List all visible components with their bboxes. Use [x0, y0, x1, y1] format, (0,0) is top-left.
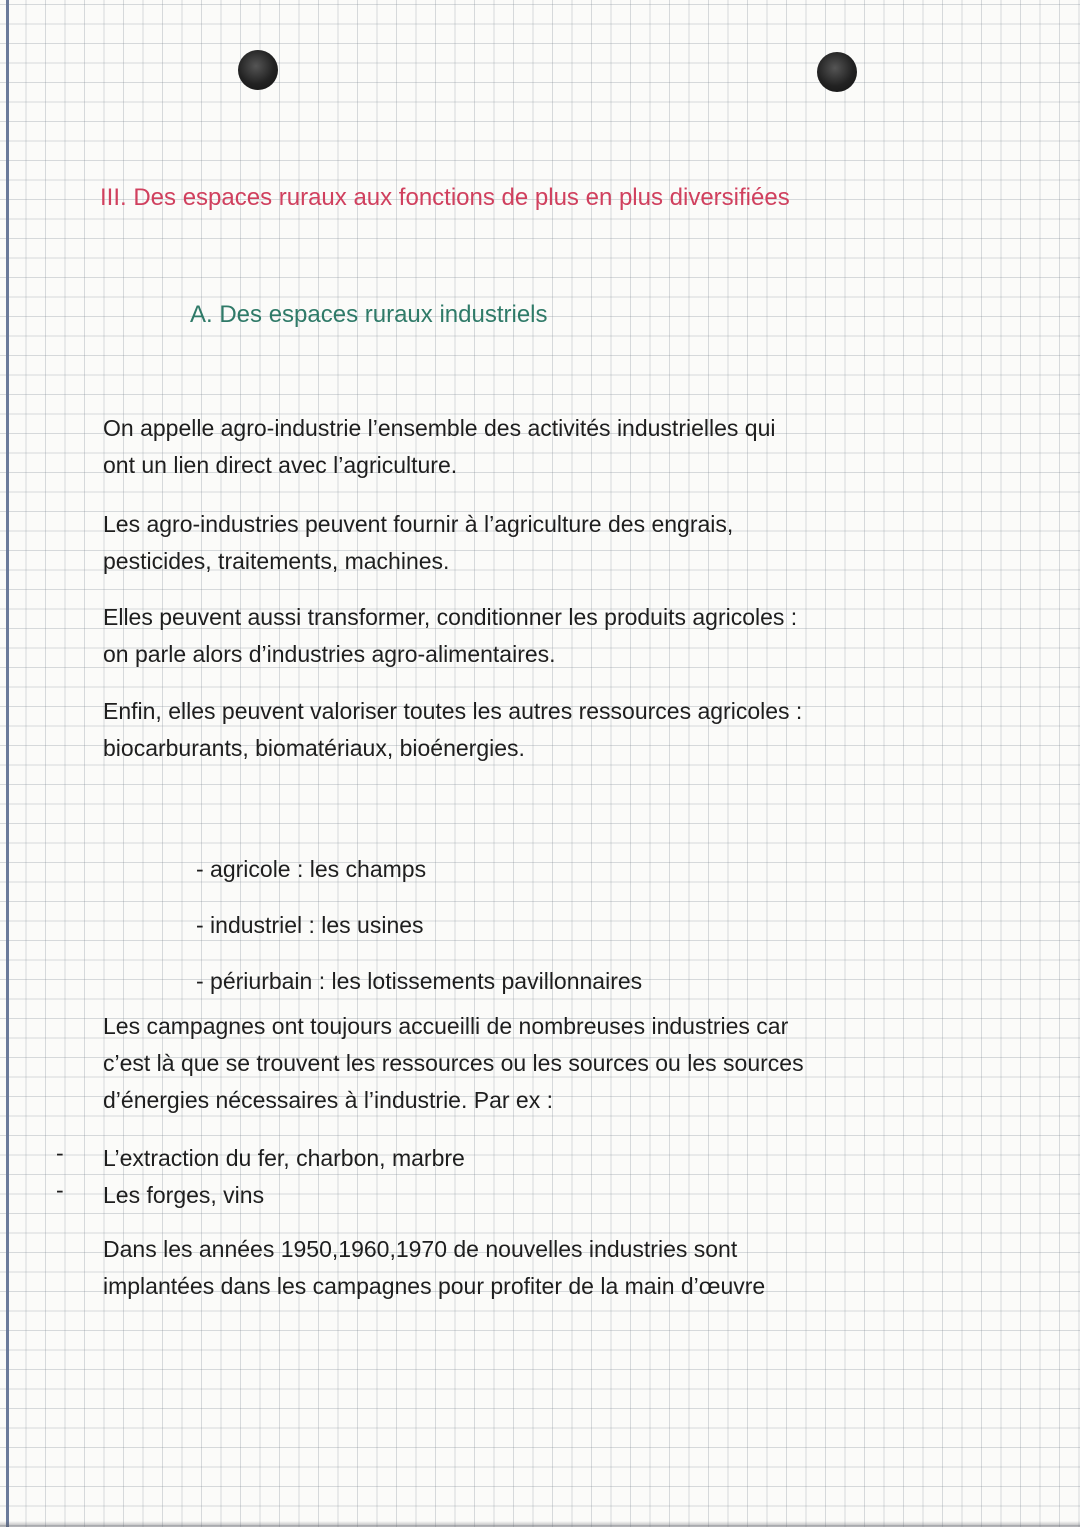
list-item: - périurbain : les lotissements pavillonnaires	[196, 968, 643, 994]
list-item: - industriel : les usines	[196, 912, 424, 938]
page-bottom-edge	[0, 1521, 1080, 1527]
list-item: L’extraction du fer, charbon, marbre	[103, 1145, 465, 1171]
text-line: implantées dans les campagnes pour profiter de la main d’œuvre	[103, 1273, 766, 1299]
text-line: On appelle agro-industrie l’ensemble des activités industrielles qui	[103, 415, 776, 441]
margin-line	[6, 0, 9, 1527]
binder-hole-right	[817, 52, 857, 92]
list-item: Les forges, vins	[103, 1182, 265, 1208]
text-line: Les agro-industries peuvent fournir à l’agriculture des engrais,	[103, 511, 734, 537]
text-line: Enfin, elles peuvent valoriser toutes les autres ressources agricoles :	[103, 698, 803, 724]
subsection-heading: A. Des espaces ruraux industriels	[190, 301, 548, 328]
text-line: biocarburants, biomatériaux, bioénergies.	[103, 735, 525, 761]
examples-list	[103, 1140, 903, 1214]
bullet-dash: -	[56, 1140, 64, 1166]
paragraph-definition	[103, 410, 903, 484]
binder-hole-left	[238, 50, 278, 90]
text-line: Dans les années 1950,1960,1970 de nouvelles industries sont	[103, 1236, 738, 1262]
paragraph-supply	[103, 506, 903, 580]
text-line: d’énergies nécessaires à l’industrie. Par ex :	[103, 1087, 554, 1113]
text-line: Elles peuvent aussi transformer, conditionner les produits agricoles :	[103, 604, 798, 630]
list-item: - agricole : les champs	[196, 856, 427, 882]
text-line: c’est là que se trouvent les ressources ou les sources ou les sources	[103, 1050, 804, 1076]
section-heading: III. Des espaces ruraux aux fonctions de plus en plus diversifiées	[100, 184, 790, 211]
text-line: Les campagnes ont toujours accueilli de nombreuses industries car	[103, 1013, 789, 1039]
paragraph-campagnes	[103, 1008, 903, 1119]
bullet-dash: -	[56, 1177, 64, 1203]
text-line: on parle alors d’industries agro-alimentaires.	[103, 641, 556, 667]
paragraph-closing	[103, 1231, 903, 1305]
paragraph-transform	[103, 599, 903, 673]
space-types-list	[196, 841, 996, 1009]
paragraph-valorise	[103, 693, 903, 767]
text-line: ont un lien direct avec l’agriculture.	[103, 452, 458, 478]
text-line: pesticides, traitements, machines.	[103, 548, 450, 574]
